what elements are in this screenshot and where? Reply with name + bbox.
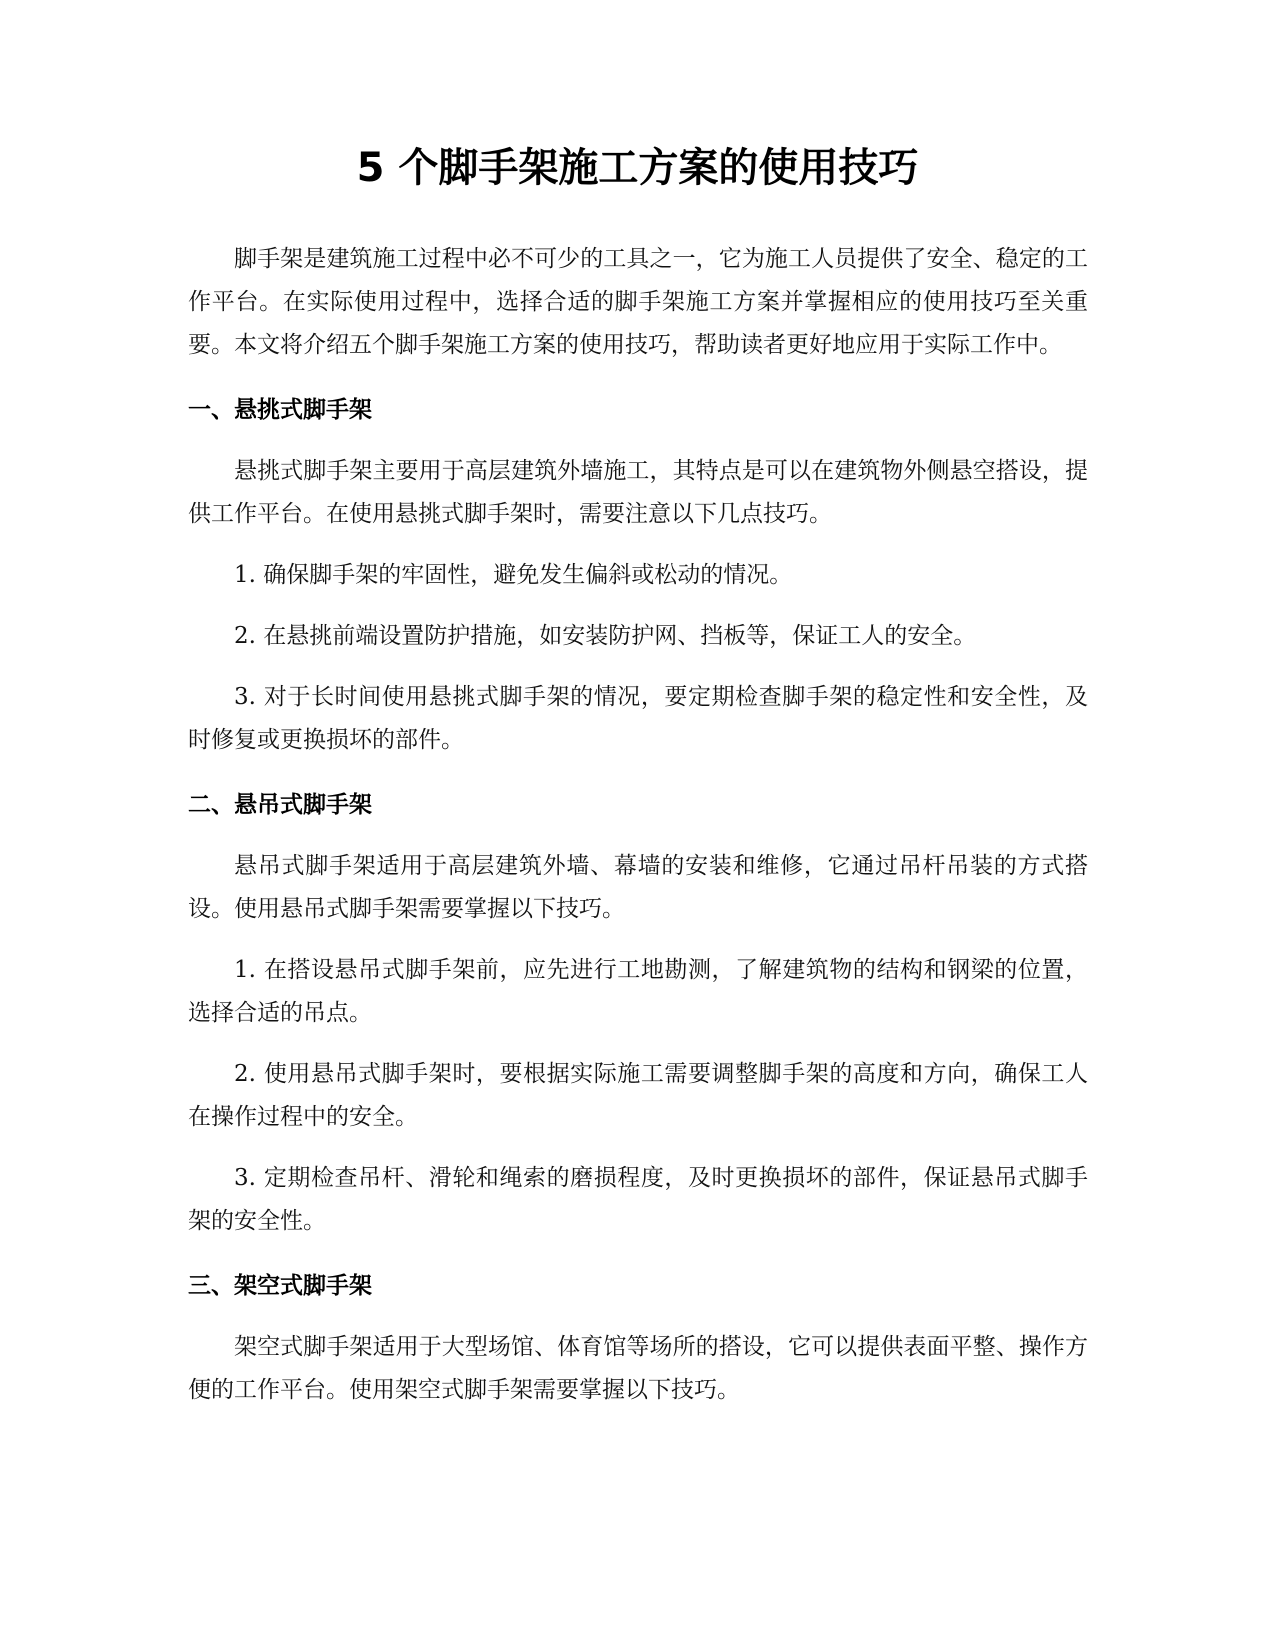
list-item: 3. 对于长时间使用悬挑式脚手架的情况，要定期检查脚手架的稳定性和安全性，及时修复或更换损坏的部件。 bbox=[188, 684, 1088, 753]
document-title: 5 个脚手架施工方案的使用技巧 bbox=[356, 145, 919, 191]
section-heading-cantilever: 一、悬挑式脚手架 bbox=[188, 397, 372, 423]
section-paragraph: 架空式脚手架适用于大型场馆、体育馆等场所的搭设，它可以提供表面平整、操作方便的工作平台。使用架空式脚手架需要掌握以下技巧。 bbox=[188, 1334, 1088, 1403]
list-item: 2. 在悬挑前端设置防护措施，如安装防护网、挡板等，保证工人的安全。 bbox=[234, 623, 977, 649]
list-item: 2. 使用悬吊式脚手架时，要根据实际施工需要调整脚手架的高度和方向，确保工人在操作过程中的安全。 bbox=[188, 1061, 1088, 1130]
section-paragraph: 悬吊式脚手架适用于高层建筑外墙、幕墙的安装和维修，它通过吊杆吊装的方式搭设。使用悬吊式脚手架需要掌握以下技巧。 bbox=[188, 853, 1088, 922]
list-item: 1. 确保脚手架的牢固性，避免发生偏斜或松动的情况。 bbox=[234, 562, 793, 588]
section-heading-elevated: 三、架空式脚手架 bbox=[188, 1273, 372, 1299]
intro-paragraph: 脚手架是建筑施工过程中必不可少的工具之一，它为施工人员提供了安全、稳定的工作平台。在实际使用过程中，选择合适的脚手架施工方案并掌握相应的使用技巧至关重要。本文将介绍五个脚手架施工方案的使用技巧，帮助读者更好地应用于实际工作中。 bbox=[188, 246, 1088, 358]
list-item: 1. 在搭设悬吊式脚手架前，应先进行工地勘测，了解建筑物的结构和钢梁的位置，选择合适的吊点。 bbox=[188, 957, 1088, 1026]
document-body bbox=[188, 238, 1088, 1430]
list-item: 3. 定期检查吊杆、滑轮和绳索的磨损程度，及时更换损坏的部件，保证悬吊式脚手架的安全性。 bbox=[188, 1165, 1088, 1234]
section-paragraph: 悬挑式脚手架主要用于高层建筑外墙施工，其特点是可以在建筑物外侧悬空搭设，提供工作平台。在使用悬挑式脚手架时，需要注意以下几点技巧。 bbox=[188, 458, 1088, 527]
section-heading-suspended: 二、悬吊式脚手架 bbox=[188, 792, 372, 818]
